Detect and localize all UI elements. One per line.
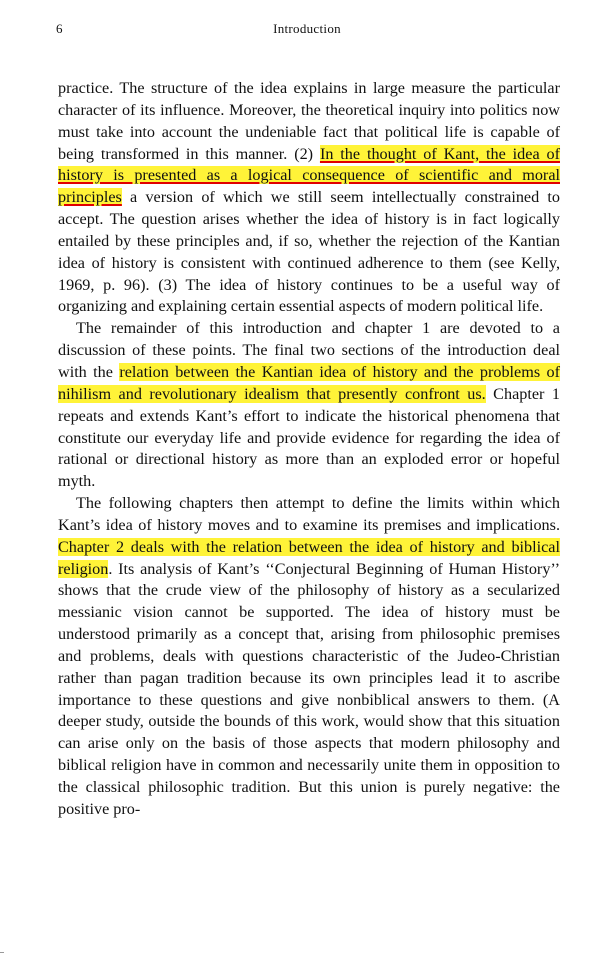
highlighted-passage: Chapter 2 deals with the relation between the idea of history and biblical religion bbox=[58, 537, 560, 578]
running-title: Introduction bbox=[273, 21, 341, 36]
text-segment: The following chapters then attempt to define the limits within which Kant’s idea of history moves and to examine its premises and implications. bbox=[58, 494, 560, 534]
paragraph-2 bbox=[58, 318, 560, 493]
highlighted-passage: relation between the Kantian idea of history and the problems of nihilism and revolutionary idealism that presently confront us. bbox=[58, 362, 560, 403]
text-segment: The remainder of this introduction and chapter 1 are devoted to a discussion of these points. The final two sections of the introduction deal with the bbox=[58, 319, 560, 381]
text-segment: a version of which we still seem intellectually constrained to accept. The question arises whether the idea of history is in fact logically entailed by these principles and, if so, whether the rejection of the Kantian idea of history is consistent with continued adherence to them (see Kelly, 1969, p. 96). (3) The idea of history continues to be a useful way of organizing and explaining certain essential aspects of modern political life. bbox=[58, 188, 560, 316]
scan-edge-mark bbox=[0, 952, 4, 953]
running-header bbox=[56, 21, 558, 43]
text-segment: . Its analysis of Kant’s ‘‘Conjectural Beginning of Human History’’ shows that the crude view of the philosophy of history as a secularized messianic vision cannot be supported. The idea of history must be understood primarily as a concept that, arising from philosophic premises and problems, deals with questions characteristic of the Judeo-Christian rather than pagan tradition because its own principles lead it to ascribe importance to these questions and give nonbiblical answers to them. (A deeper study, outside the bounds of this work, would show that this situation can arise only on the basis of those aspects that modern philosophy and biblical religion have in common and necessarily unite them in opposition to the classical philosophic tradition. But this union is purely negative: the positive pro- bbox=[58, 559, 560, 818]
highlighted-underlined-passage: In the thought of Kant, the idea of history is presented as a logical consequence of scientific and moral principles bbox=[58, 144, 560, 207]
body-text bbox=[58, 78, 560, 821]
page-number: 6 bbox=[56, 21, 63, 36]
text-segment: practice. The structure of the idea explains in large measure the particular character of its influence. Moreover, the theoretical inquiry into politics now must take into account the undeniable fact that political life is capable of being transformed in this manner. (2) bbox=[58, 79, 560, 163]
text-segment: Chapter 1 repeats and extends Kant’s effort to indicate the historical phenomena that constitute our everyday life and provide evidence for regarding the idea of rational or directional history as more than an exploded error or hopeful myth. bbox=[58, 384, 560, 491]
paragraph-1 bbox=[58, 78, 560, 318]
paragraph-3 bbox=[58, 493, 560, 821]
